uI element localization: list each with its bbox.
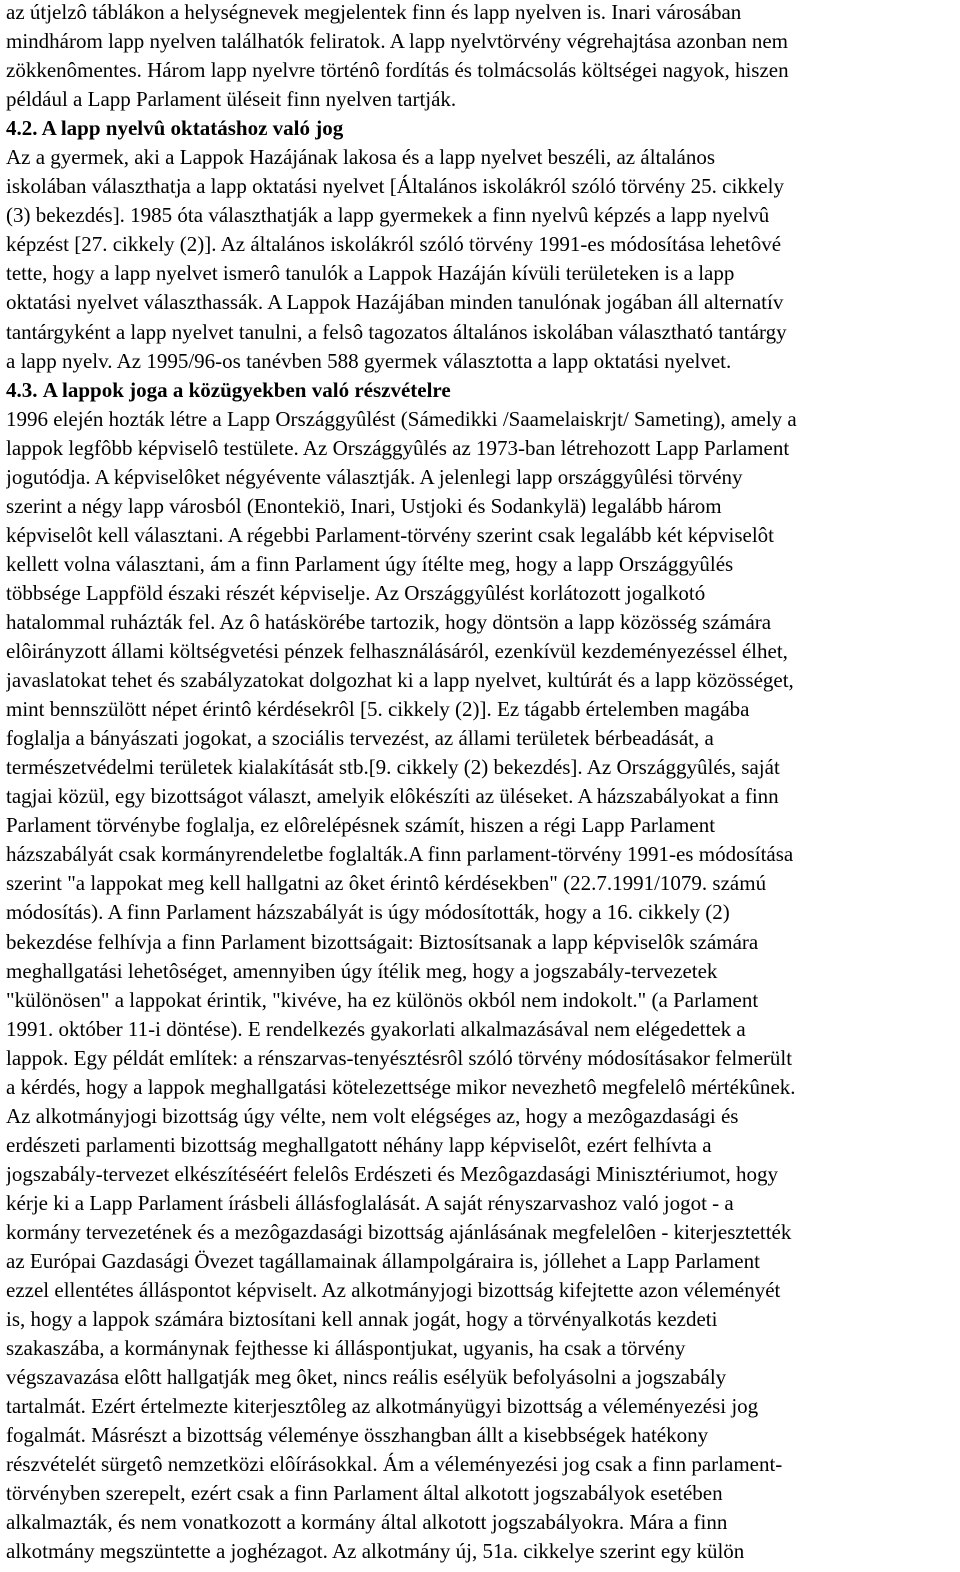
- text-line: (3) bekezdés]. 1985 óta választhatják a lapp gyermekek a finn nyelvû képzés a lapp nyelvû: [6, 203, 770, 228]
- text-line: jogszabály-tervezet elkészítéséért felelôs Erdészeti és Mezôgazdasági Minisztériumot, hogy: [6, 1161, 779, 1186]
- text-line: az útjelzô táblákon a helységnevek megjelentek finn és lapp nyelven is. Inari városában: [6, 0, 742, 24]
- text-line: 1991. október 11-i döntése). E rendelkezés gyakorlati alkalmazásával nem elégedettek a: [6, 1016, 746, 1041]
- text-line: kellett volna választani, ám a finn Parlament úgy ítélte meg, hogy a lapp Országgyûlés: [6, 551, 734, 576]
- text-line: meghallgatási lehetôséget, amennyiben úgy ítélik meg, hogy a jogszabály-tervezetek: [6, 958, 718, 983]
- text-line: szerint "a lappokat meg kell hallgatni az ôket érintô kérdésekben" (22.7.1991/1079. számú: [6, 871, 767, 896]
- text-line: is, hogy a lappok számára biztosítani kell annak jogát, hogy a törvényalkotás kezdeti: [6, 1307, 718, 1332]
- text-line: mindhárom lapp nyelven találhatók feliratok. A lapp nyelvtörvény végrehajtása azonban nem: [6, 29, 788, 54]
- text-line: képzést [27. cikkely (2)]. Az általános iskolákról szóló törvény 1991-es módosítása lehetôvé: [6, 232, 782, 257]
- text-line: Az alkotmányjogi bizottság úgy vélte, nem volt elégséges az, hogy a mezôgazdasági és: [6, 1103, 739, 1128]
- text-line: a lapp nyelv. Az 1995/96-os tanévben 588 gyermek választotta a lapp oktatási nyelvet.: [6, 348, 732, 373]
- text-line: javaslatokat tehet és szabályzatokat dolgozhat ki a lapp nyelvet, kultúrát és a lapp közösséget,: [6, 668, 794, 693]
- text-line: törvényben szerepelt, ezért csak a finn Parlament által alkotott jogszabályok esetében: [6, 1481, 723, 1506]
- text-line: foglalja a bányászati jogokat, a szociális tervezést, az állami területek bérbeadását, a: [6, 726, 714, 751]
- text-line: zökkenômentes. Három lapp nyelvre történô fordítás és tolmácsolás költségei nagyok, hiszen: [6, 58, 789, 83]
- text-line: mint bennszülött népet érintô kérdésekrôl [5. cikkely (2)]. Ez tágabb értelemben magába: [6, 697, 750, 722]
- text-line: iskolában választhatja a lapp oktatási nyelvet [Általános iskolákról szóló törvény 25. cikkely: [6, 174, 784, 199]
- text-line: szakaszába, a kormánynak fejthesse ki álláspontjukat, ugyanis, ha csak a törvény: [6, 1336, 686, 1361]
- section-number: 4.3.: [6, 377, 38, 402]
- text-line: erdészeti parlamenti bizottság meghallgatott néhány lapp képviselôt, ezért felhívta a: [6, 1132, 712, 1157]
- text-line: házszabályát csak kormányrendeletbe foglalták.A finn parlament-törvény 1991-es módosítása: [6, 842, 794, 867]
- text-line: tette, hogy a lapp nyelvet ismerô tanulók a Lappok Hazáján kívüli területeken is a lapp: [6, 261, 735, 286]
- text-line: tartalmát. Ezért értelmezte kiterjesztôleg az alkotmányügyi bizottság a véleményezési jog: [6, 1394, 759, 1419]
- text-line: például a Lapp Parlament üléseit finn nyelven tartják.: [6, 87, 457, 112]
- text-line: Parlament törvénybe foglalja, ez elôrelépésnek számít, hiszen a régi Lapp Parlament: [6, 813, 716, 838]
- section-number: 4.2.: [6, 116, 38, 141]
- text-line: végszavazása elôtt hallgatják meg ôket, nincs reális esélyük befolyásolni a jogszabály: [6, 1365, 727, 1390]
- text-line: többsége Lappföld északi részét képviselje. Az Országgyûlést korlátozott jogalkotó: [6, 580, 706, 605]
- text-line: módosítás). A finn Parlament házszabályát is úgy módosították, hogy a 16. cikkely (2): [6, 900, 730, 925]
- text-line: kormány tervezetének és a mezôgazdasági bizottság ajánlásának megfelelôen - kiterjesztették: [6, 1219, 792, 1244]
- text-line: 1996 elején hozták létre a Lapp Országgyûlést (Sámedikki /Saamelaiskrjt/ Sameting), amely a: [6, 406, 797, 431]
- text-line: bekezdése felhívja a finn Parlament bizottságait: Biztosítsanak a lapp képviselôk számára: [6, 929, 759, 954]
- text-line: részvételét sürgetô nemzetközi elôírásokkal. Ám a véleményezési jog csak a finn parlament-: [6, 1452, 783, 1477]
- text-line: kérje ki a Lapp Parlament írásbeli állásfoglalását. A saját rényszarvashoz való jogot - a: [6, 1190, 734, 1215]
- text-line: tantárgyként a lapp nyelvet tanulni, a felsô tagozatos általános iskolában választható tantárgy: [6, 319, 787, 344]
- text-line: tagjai közül, egy bizottságot választ, amelyik elôkészíti az üléseket. A házszabályokat a finn: [6, 784, 779, 809]
- text-line: szerint a négy lapp városból (Enontekiö, Inari, Ustjoki és Sodankylä) legalább három: [6, 493, 722, 518]
- text-line: a kérdés, hogy a lappok meghallgatási kötelezettsége mikor nevezhetô megfelelô mértékûnek.: [6, 1074, 796, 1099]
- section-heading-4-3: [6, 376, 954, 405]
- section-title: A lappok joga a közügyekben való részvételre: [42, 377, 451, 402]
- text-line: oktatási nyelvet választhassák. A Lappok Hazájában minden tanulónak jogában áll alternatív: [6, 290, 784, 315]
- text-line: képviselôt kell választani. A régebbi Parlament-törvény szerint csak legalább két képviselôt: [6, 522, 775, 547]
- text-line: az Európai Gazdasági Övezet tagállamainak állampolgáraira is, jóllehet a Lapp Parlament: [6, 1249, 760, 1274]
- text-line: alkotmány megszüntette a joghézagot. Az alkotmány új, 51a. cikkelye szerint egy külön: [6, 1539, 745, 1564]
- section-title: A lapp nyelvû oktatáshoz való jog: [41, 116, 344, 141]
- text-line: lappok legfôbb képviselô testülete. Az Országgyûlés az 1973-ban létrehozott Lapp Parlament: [6, 435, 790, 460]
- text-line: Az a gyermek, aki a Lappok Hazájának lakosa és a lapp nyelvet beszéli, az általános: [6, 145, 716, 170]
- section-heading-4-2: [6, 114, 954, 143]
- text-line: lappok. Egy példát említek: a rénszarvas-tenyésztésrôl szóló törvény módosításakor felmerült: [6, 1045, 793, 1070]
- text-line: ezzel ellentétes álláspontot képviselt. Az alkotmányjogi bizottság kifejtette azon véleményét: [6, 1278, 781, 1303]
- text-line: alkalmazták, és nem vonatkozott a kormány által alkotott jogszabályokra. Mára a finn: [6, 1510, 728, 1535]
- text-line: fogalmát. Másrészt a bizottság véleménye összhangban állt a kisebbségek hatékony: [6, 1423, 709, 1448]
- text-line: elôirányzott állami költségvetési pénzek felhasználásáról, ezenkívül kezdeményezéssel élhet,: [6, 639, 788, 664]
- text-line: természetvédelmi területek kialakítását stb.[9. cikkely (2) bekezdés]. Az Országgyûlés, saját: [6, 755, 780, 780]
- text-line: hatalommal ruházták fel. Az ô hatáskörébe tartozik, hogy döntsön a lapp közösség számára: [6, 609, 772, 634]
- text-line: jogutódja. A képviselôket négyévente választják. A jelenlegi lapp országgyûlési törvény: [6, 464, 743, 489]
- text-line: "különösen" a lappokat érintik, "kivéve, ha ez különös okból nem indokolt." (a Parlament: [6, 987, 759, 1012]
